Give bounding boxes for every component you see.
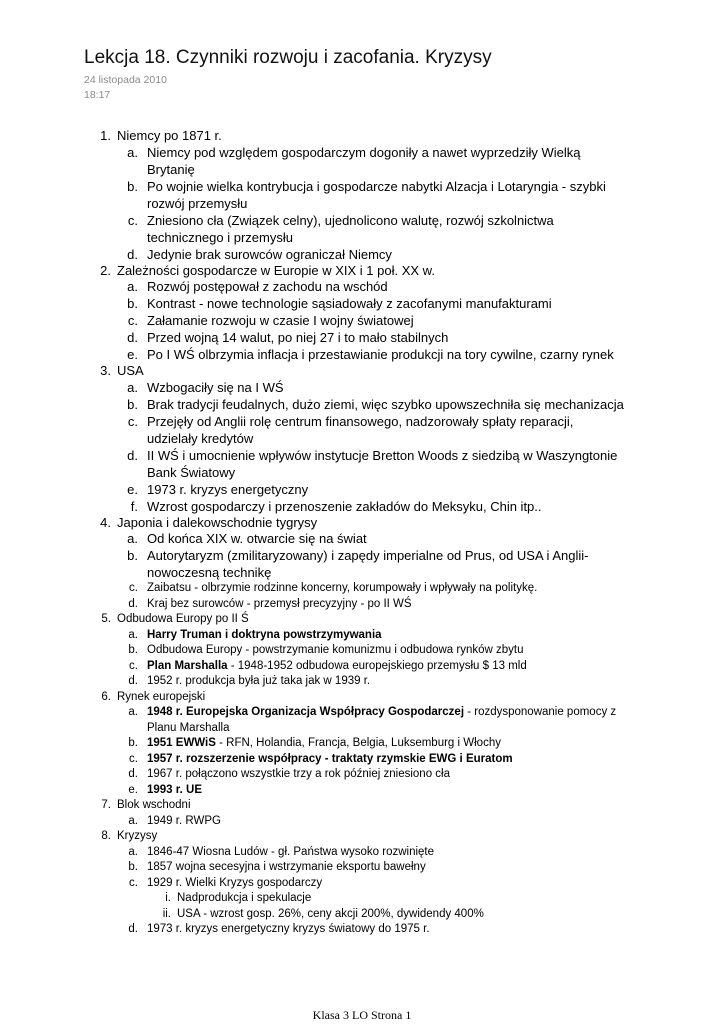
outline-subitem xyxy=(0,329,724,346)
list-text xyxy=(138,312,627,329)
note-date: 24 listopada 2010 xyxy=(84,74,167,86)
bold-text: Harry Truman i doktryna powstrzymywania xyxy=(147,628,382,641)
plain-text: II WŚ i umocnienie wpływów instytucje Bretton Woods z siedzibą w Waszyngtonie Bank Światowy xyxy=(147,447,618,480)
list-marker: f. xyxy=(130,498,138,514)
bold-text: Plan Marshalla xyxy=(147,659,228,672)
list-text xyxy=(138,705,627,736)
plain-text: Przejęły od Anglii rolę centrum finansowego, nadzorowały spłaty reparacji, udzielały kredytów xyxy=(147,413,574,446)
list-marker: b. xyxy=(127,396,138,412)
plain-text: Po wojnie wielka kontrybucja i gospodarcze nabytki Alzacja i Lotaryngia - szybki rozwój przemysłu xyxy=(147,178,606,211)
bold-text: 1993 r. UE xyxy=(147,783,202,796)
plain-text: Po I WŚ olbrzymia inflacja i przestawianie produkcji na tory cywilne, czarny rynek xyxy=(147,347,614,362)
bold-text: 1948 r. Europejska Organizacja Współpracy Gospodarczej xyxy=(147,706,465,718)
outline-subitem xyxy=(0,705,724,736)
outline-subitem xyxy=(0,212,724,246)
list-text xyxy=(138,783,627,799)
plain-text: Jedynie brak surowców ograniczał Niemcy xyxy=(147,246,392,262)
plain-text: Wzrost gospodarczy i przenoszenie zakładów do Meksyku, Chin itp.. xyxy=(147,498,542,514)
list-marker: 2. xyxy=(100,262,111,278)
list-marker: c. xyxy=(129,876,138,889)
list-marker: a. xyxy=(128,628,138,641)
note-time: 18:17 xyxy=(84,89,111,101)
plain-text: 1857 wojna secesyjna i wstrzymanie eksportu bawełny xyxy=(147,861,426,873)
list-text xyxy=(138,597,627,613)
plain-text: Blok wschodni xyxy=(117,799,191,811)
list-text xyxy=(138,246,627,263)
plain-text: 1929 r. Wielki Kryzys gospodarczy xyxy=(147,876,323,889)
list-marker: a. xyxy=(128,814,138,827)
list-text xyxy=(138,752,627,768)
list-text xyxy=(138,396,627,413)
list-text xyxy=(138,481,627,498)
list-text xyxy=(138,329,627,346)
plain-text: Przed wojną 14 walut, po niej 27 i to mało stabilnych xyxy=(147,330,449,345)
plain-text: - rozdysponowanie pomocy z Planu Marshalla xyxy=(147,706,617,734)
outline-subitem xyxy=(0,498,724,515)
outline-subitem xyxy=(0,295,724,312)
outline-subitem xyxy=(0,674,724,690)
outline-item xyxy=(0,128,724,144)
list-marker: a. xyxy=(127,531,138,546)
plain-text: Autorytaryzm (zmilitaryzowany) i zapędy imperialne od Prus, od USA i Anglii- nowoczesną technikę xyxy=(147,548,589,580)
outline-subitem xyxy=(0,597,724,613)
list-marker: d. xyxy=(128,597,138,610)
plain-text: 1973 r. kryzys energetyczny kryzys światowy do 1975 r. xyxy=(147,923,430,935)
list-marker: e. xyxy=(127,347,138,362)
list-text xyxy=(138,530,627,547)
list-text xyxy=(138,860,627,876)
plain-text: Niemcy pod względem gospodarczym dogoniły a nawet wyprzedziły Wielką Brytanię xyxy=(147,144,581,177)
outline-subsubitem xyxy=(0,907,724,923)
list-text xyxy=(111,829,677,845)
list-marker: b. xyxy=(128,861,138,873)
list-marker: c. xyxy=(129,659,138,672)
plain-text: 1949 r. RWPG xyxy=(147,814,221,827)
list-text xyxy=(138,845,627,861)
list-marker: ii. xyxy=(162,907,171,920)
plain-text: - 1948-1952 odbudowa europejskiego przemysłu $ 13 mld xyxy=(227,659,527,672)
plain-text: 1952 r. produkcja była już taka jak w 1939 r. xyxy=(147,675,371,687)
plain-text: Od końca XIX w. otwarcie się na świat xyxy=(147,531,367,546)
list-text xyxy=(138,736,627,752)
list-text xyxy=(138,212,627,246)
list-marker: a. xyxy=(127,279,138,294)
outline-subitem xyxy=(0,860,724,876)
plain-text: Rozwój postępował z zachodu na wschód xyxy=(147,279,388,294)
list-marker: b. xyxy=(128,737,138,749)
outline-item xyxy=(0,690,724,706)
outline-subitem xyxy=(0,767,724,783)
plain-text: Załamanie rozwoju w czasie I wojny światowej xyxy=(147,313,414,328)
bold-text: 1957 r. rozszerzenie współpracy - traktaty rzymskie EWG i Euratom xyxy=(147,752,513,765)
list-text xyxy=(138,413,627,447)
outline-subitem xyxy=(0,530,724,547)
list-text xyxy=(111,798,677,814)
outline-subitem xyxy=(0,481,724,498)
list-text xyxy=(138,379,627,396)
list-text xyxy=(111,515,677,531)
list-text xyxy=(138,814,627,830)
list-text xyxy=(138,447,627,481)
plain-text: Kryzysy xyxy=(117,830,158,842)
list-marker: 5. xyxy=(101,613,111,625)
list-marker: d. xyxy=(128,768,138,780)
outline-subitem xyxy=(0,814,724,830)
outline-subitem xyxy=(0,547,724,581)
outline-subitem xyxy=(0,278,724,295)
plain-text: Kontrast - nowe technologie sąsiadowały z zacofanymi manufakturami xyxy=(147,296,552,311)
list-text xyxy=(138,295,627,312)
list-marker: c. xyxy=(129,752,138,765)
outline-subitem xyxy=(0,845,724,861)
list-marker: 7. xyxy=(101,799,111,811)
plain-text: Zniesiono cła (Związek celny), ujednolicono walutę, rozwój szkolnictwa technicznego i przemysłu xyxy=(147,212,554,245)
outline-subitem xyxy=(0,659,724,675)
outline-subitem xyxy=(0,752,724,768)
list-marker: e. xyxy=(128,783,138,796)
bold-text: 1951 EWWiS xyxy=(147,737,216,749)
plain-text: Japonia i dalekowschodnie tygrysy xyxy=(117,514,318,530)
list-marker: c. xyxy=(127,212,138,228)
list-marker: a. xyxy=(128,845,138,858)
list-text xyxy=(111,612,677,628)
plain-text: Zależności gospodarcze w Europie w XIX i 1 poł. XX w. xyxy=(117,262,435,278)
list-marker: d. xyxy=(128,675,138,687)
list-marker: 1. xyxy=(100,128,111,143)
plain-text: 1967 r. połączono wszystkie trzy a rok później zniesiono cła xyxy=(147,768,450,780)
list-marker: c. xyxy=(127,313,138,328)
list-marker: b. xyxy=(128,644,138,656)
plain-text: Zaibatsu - olbrzymie rodzinne koncerny, korumpowały i wpływały na politykę. xyxy=(147,582,538,594)
list-marker: b. xyxy=(127,548,138,563)
list-text xyxy=(138,498,627,515)
plain-text: Nadprodukcja i spekulacje xyxy=(177,892,312,904)
list-text xyxy=(111,690,677,706)
outline-subitem xyxy=(0,246,724,263)
list-text xyxy=(138,547,627,581)
list-text xyxy=(138,767,627,783)
list-text xyxy=(111,363,677,379)
list-text xyxy=(138,581,627,597)
list-marker: a. xyxy=(127,379,138,395)
list-text xyxy=(138,278,627,295)
outline-subitem xyxy=(0,628,724,644)
outline-subitem xyxy=(0,178,724,212)
outline-subitem xyxy=(0,736,724,752)
outline-subitem xyxy=(0,346,724,363)
outline-item xyxy=(0,515,724,531)
outline-item xyxy=(0,263,724,279)
outline-subitem xyxy=(0,447,724,481)
list-text xyxy=(138,144,627,178)
list-text xyxy=(171,891,617,907)
list-marker: c. xyxy=(129,582,138,594)
list-marker: 8. xyxy=(101,830,111,842)
outline-subitem xyxy=(0,783,724,799)
page-title: Lekcja 18. Czynniki rozwoju i zacofania. Kryzysy xyxy=(84,47,492,68)
list-marker: d. xyxy=(128,923,138,935)
plain-text: USA xyxy=(117,363,144,378)
plain-text: Wzbogaciły się na I WŚ xyxy=(147,379,284,395)
list-text xyxy=(138,876,627,892)
outline-subitem xyxy=(0,379,724,396)
list-text xyxy=(111,128,677,144)
plain-text: Kraj bez surowców - przemysł precyzyjny - po II WŚ xyxy=(147,597,412,610)
plain-text: Rynek europejski xyxy=(117,690,206,703)
list-text xyxy=(171,907,617,923)
page-footer: Klasa 3 LO Strona 1 xyxy=(312,1008,412,1022)
list-marker: e. xyxy=(127,481,138,497)
outline-item xyxy=(0,829,724,845)
list-marker: a. xyxy=(127,144,138,160)
list-text xyxy=(138,674,627,690)
list-text xyxy=(111,263,677,279)
outline-subitem xyxy=(0,581,724,597)
outline-subitem xyxy=(0,396,724,413)
plain-text: Odbudowa Europy po II Ś xyxy=(117,613,249,625)
outline-subitem xyxy=(0,144,724,178)
outline-item xyxy=(0,612,724,628)
list-marker: 3. xyxy=(100,363,111,378)
list-marker: d. xyxy=(127,330,138,345)
list-marker: b. xyxy=(127,178,138,194)
list-marker: c. xyxy=(127,413,138,429)
plain-text: USA - wzrost gosp. 26%, ceny akcji 200%, dywidendy 400% xyxy=(177,907,484,920)
list-text xyxy=(138,628,627,644)
plain-text: Odbudowa Europy - powstrzymanie komunizmu i odbudowa rynków zbytu xyxy=(147,644,524,656)
plain-text: Niemcy po 1871 r. xyxy=(117,128,222,143)
list-text xyxy=(138,659,627,675)
list-text xyxy=(138,922,627,938)
outline-subsubitem xyxy=(0,891,724,907)
outline-subitem xyxy=(0,922,724,938)
list-marker: a. xyxy=(128,706,138,718)
plain-text: 1846-47 Wiosna Ludów - gł. Państwa wysoko rozwinięte xyxy=(147,845,435,858)
list-text xyxy=(138,178,627,212)
list-marker: b. xyxy=(127,296,138,311)
list-text xyxy=(138,346,627,363)
outline-subitem xyxy=(0,413,724,447)
list-marker: 6. xyxy=(101,690,111,703)
list-marker: 4. xyxy=(100,514,111,530)
list-marker: d. xyxy=(127,447,138,463)
outline-subitem xyxy=(0,643,724,659)
plain-text: 1973 r. kryzys energetyczny xyxy=(147,481,309,497)
list-marker: d. xyxy=(127,246,138,262)
plain-text: Brak tradycji feudalnych, dużo ziemi, więc szybko upowszechniła się mechanizacja xyxy=(147,396,624,412)
outline-list xyxy=(0,128,724,938)
outline-subitem xyxy=(0,312,724,329)
list-marker: i. xyxy=(165,892,171,904)
outline-subitem xyxy=(0,876,724,892)
list-text xyxy=(138,643,627,659)
outline-item xyxy=(0,363,724,379)
plain-text: - RFN, Holandia, Francja, Belgia, Luksemburg i Włochy xyxy=(215,737,501,749)
outline-item xyxy=(0,798,724,814)
